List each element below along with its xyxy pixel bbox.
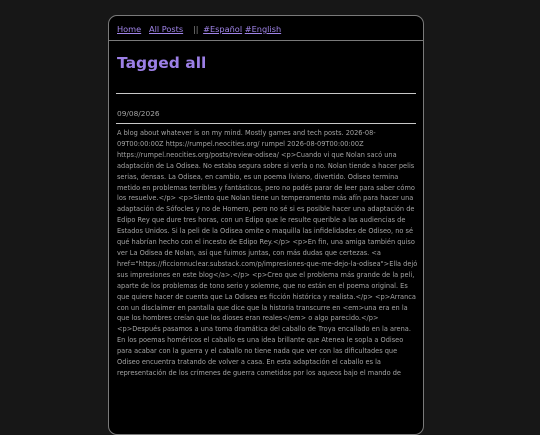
page-title: Tagged all	[117, 54, 207, 72]
post-body: A blog about whatever is on my mind. Mostly games and tech posts. 2026-08-09T00:00:00Z https://rumpel.neocities.org/ rumpel 2026-08-09T00:00:00Z https://rumpel.neocities.org/posts/review-odisea/ <p>Cuando vi que Nolan sacó una adaptación de La Odisea. No estaba segura sobre si verla o no. Nolan tiende a hacer pelis serias, densas. La Odisea, en cambio, es un poema liviano, divertido. Odiseo termina metido en problemas terribles y fantásticos, pero no podés parar de leer para saber cómo los resuelve.</p> <p>Siento que Nolan tiene un temperamento más afín para hacer una adaptación de Sófocles y no de Homero, pero no sé si es posible hacer una adaptación de Edipo Rey que dure tres horas, con un Edipo que le resulte querible a las audiencias de Estados Unidos. Si la peli de la Odisea omite o maquilla las infidelidades de Odiseo, no sé qué habrían hecho con el incesto de Edipo Rey.</p> <p>En fin, una amiga también quiso ver La Odisea de Nolan, así que fuimos juntas, con más dudas que certezas. <a href="https://ficcionnuclear.substack.com/p/impresiones-que-me-dejo-la-odisea">Ella dejó sus impresiones en este blog</a>.</p> <p>Creo que el problema más grande de la peli, aparte de los problemas de tono serio y solemne, que no están en el poema original. Es que quiere hacer de cuenta que La Odisea es ficción histórica y realista.</p> <p>Arranca con un disclaimer en pantalla que dice que la historia transcurre en <em>una era en la que los hombres creían que los dioses eran reales</em> o algo parecido.</p> <p>Después pasamos a una toma dramática del caballo de Troya encallado en la arena. En los poemas homéricos el caballo es una idea brillante que Atenea le sopla a Odiseo para acabar con la guerra y el caballo no tiene nada que ver con las dificultades que Odiseo encuentra tratando de volver a casa. En esta adaptación el caballo es la representación de los crímenes de guerra cometidos por los aqueos bajo el mando de	[117, 129, 418, 377]
content-card	[108, 15, 424, 435]
nav-separator: ||	[192, 24, 199, 34]
date-divider	[116, 123, 416, 124]
home-link[interactable]: Home	[117, 24, 142, 34]
all-posts-link[interactable]: All Posts	[149, 24, 184, 34]
title-divider	[116, 93, 416, 94]
tag-english-link[interactable]: #English	[244, 24, 282, 34]
top-nav	[117, 23, 281, 35]
tag-espanol-link[interactable]: #Español	[203, 24, 243, 34]
nav-divider	[109, 40, 423, 41]
post-date: 09/08/2026	[117, 109, 160, 118]
